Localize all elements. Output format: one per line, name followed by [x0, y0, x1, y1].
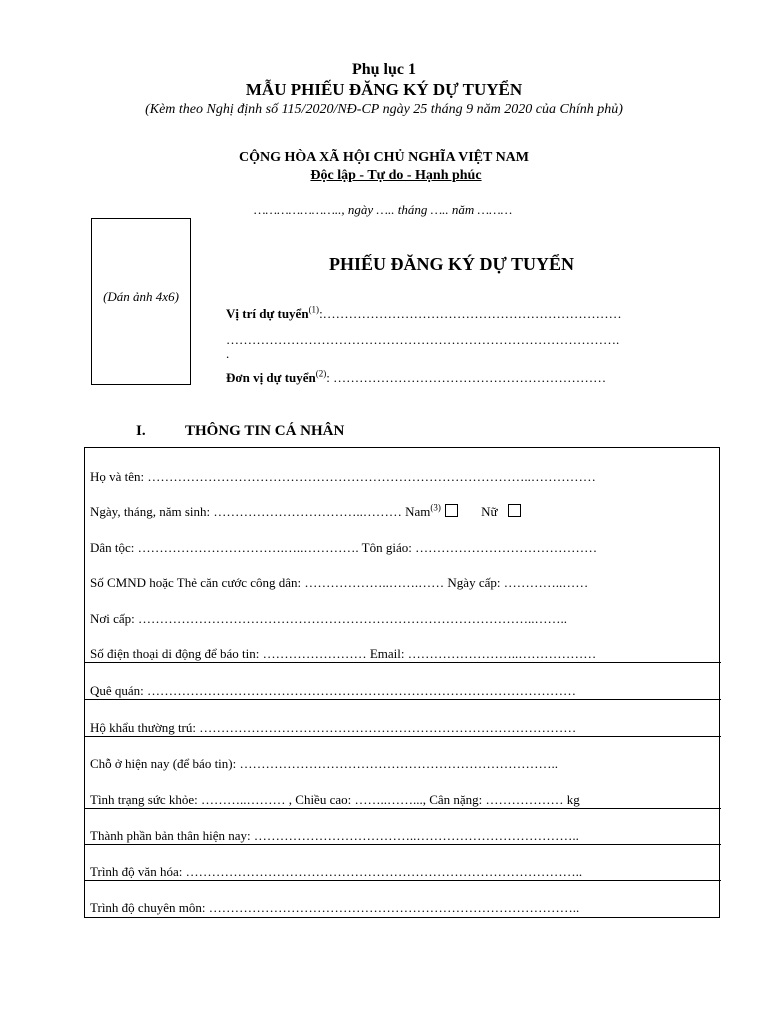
- education-field[interactable]: Trình độ văn hóa: ………………………………………………………………………………..: [90, 864, 583, 879]
- section-title: THÔNG TIN CÁ NHÂN: [185, 423, 345, 439]
- unit-label: Đơn vị dự tuyển: [226, 370, 316, 385]
- photo-label: (Dán ảnh 4x6): [103, 289, 179, 304]
- row-divider: [85, 699, 721, 700]
- position-footnote: (1): [308, 304, 320, 315]
- hometown-field[interactable]: Quê quán: ………………………………………………………………………………………: [90, 683, 577, 698]
- health-field[interactable]: Tình trạng sức khỏe: ………..……… , Chiều cao: ……..……..., Cân nặng: ……………… kg: [90, 792, 580, 807]
- position-label: Vị trí dự tuyển: [226, 306, 309, 321]
- issue-place-field[interactable]: Nơi cấp: ………………………………………………………………………………..……..: [90, 611, 568, 626]
- row-divider: [85, 808, 721, 809]
- full-name-field[interactable]: Họ và tên: ……………………………………………………………………………..……………: [90, 469, 596, 484]
- unit-footnote: (2): [315, 368, 327, 379]
- personal-info-table: [84, 447, 720, 918]
- unit-field[interactable]: [226, 370, 606, 386]
- photo-placeholder: [91, 218, 191, 385]
- row-divider: [85, 880, 721, 881]
- ethnicity-religion-field[interactable]: Dân tộc: …………………………….…..…………. Tôn giáo: ……………………………………: [90, 540, 598, 555]
- form-title: PHIẾU ĐĂNG KÝ DỰ TUYỂN: [329, 254, 575, 274]
- current-address-field[interactable]: Chỗ ở hiện nay (để báo tin): ………………………………………………………………..: [90, 756, 558, 771]
- date-line: ………………….., ngày ….. tháng ….. năm ………: [254, 202, 513, 217]
- nation-name: CỘNG HÒA XÃ HỘI CHỦ NGHĨA VIỆT NAM: [238, 150, 529, 165]
- male-footnote: (3): [430, 502, 441, 513]
- row-divider: [85, 844, 721, 845]
- residence-field[interactable]: Hộ khẩu thường trú: ……………………………………………………………………………: [90, 720, 577, 735]
- female-label: Nữ: [481, 504, 498, 519]
- section-number: I.: [136, 423, 146, 439]
- row-divider: [85, 736, 721, 737]
- decree-note: (Kèm theo Nghị định số 115/2020/NĐ-CP ngày 25 tháng 9 năm 2020 của Chính phủ): [145, 102, 623, 117]
- position-continuation-end: .: [226, 346, 230, 361]
- unit-dots: : ………………………………………………………: [326, 370, 607, 385]
- female-checkbox[interactable]: [508, 504, 521, 517]
- male-checkbox[interactable]: [445, 504, 458, 517]
- row-divider: [85, 662, 721, 663]
- professional-field[interactable]: Trình độ chuyên môn: …………………………………………………………………………..: [90, 900, 580, 915]
- dob-field[interactable]: Ngày, tháng, năm sinh: ……………………………..……… Nam: [90, 504, 431, 519]
- phone-email-field[interactable]: Số điện thoại di động để báo tin: …………………… Email: ……………………..………………: [90, 646, 597, 661]
- national-motto: Độc lập - Tự do - Hạnh phúc: [310, 168, 482, 183]
- position-field[interactable]: [226, 306, 622, 322]
- position-dots: :……………………………………………………………: [319, 306, 622, 321]
- social-status-field[interactable]: Thành phần bản thân hiện nay: ………………………………..………………………………..: [90, 828, 579, 843]
- id-card-field[interactable]: Số CMND hoặc Thẻ căn cước công dân: ………………..…….…… Ngày cấp: …………..……: [90, 575, 589, 590]
- dob-gender-row[interactable]: [90, 504, 521, 520]
- form-template-title: MẪU PHIẾU ĐĂNG KÝ DỰ TUYỂN: [245, 80, 523, 99]
- position-continuation[interactable]: ……………………………………………………………………………….: [226, 332, 620, 347]
- appendix-label: Phụ lục 1: [351, 61, 416, 78]
